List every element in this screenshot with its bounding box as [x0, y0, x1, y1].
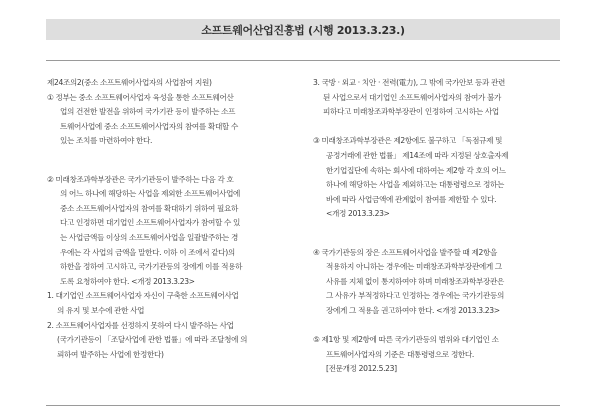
paragraph-3-line: 한기업집단에 속하는 회사에 대하여는 제2항 각 호의 어느 [326, 165, 506, 175]
paragraph-4-line: 적용하지 아니하는 경우에는 미래창조과학부장관에게 그 [326, 262, 502, 272]
paragraph-2-line: ② 미래창조과학부장관은 국가기관등이 발주하는 다음 각 호 [47, 174, 234, 184]
left-column [47, 76, 287, 362]
divider-top [46, 60, 560, 61]
paragraph-3-line: 공정거래에 관한 법률」 제14조에 따라 지정된 상호출자제 [326, 150, 509, 160]
paragraph-3-line: 바에 따라 사업금액에 관계없이 참여를 제한할 수 있다. [326, 194, 497, 204]
paragraph-4-line: 그 사유가 부적정하다고 인정하는 경우에는 국가기관등의 [326, 291, 504, 301]
spacer [313, 237, 563, 246]
item-2-line: (국가기관등이 「조달사업에 관한 법률」에 따라 조달청에 의 [57, 335, 248, 345]
item-3-line: 3. 국방 · 외교 · 치안 · 전력(電力), 그 밖에 국가안보 등과 관련 [313, 78, 506, 87]
paragraph-3-line: 하나에 해당하는 사업을 제외하고는 대통령령으로 정하는 [326, 180, 504, 190]
paragraph-2-line: 우에는 각 사업의 금액을 말한다. 이하 이 조에서 같다)의 [60, 247, 235, 257]
page-title [46, 19, 560, 40]
paragraph-1-line: 있는 조치를 마련하여야 한다. [60, 136, 153, 146]
item-1-line: 의 유지 및 보수에 관한 사업 [57, 305, 145, 315]
paragraph-1-line: 업의 건전한 발전을 위하여 국가기관 등이 발주하는 소프 [60, 107, 236, 117]
spacer [313, 222, 563, 237]
right-column [313, 76, 563, 377]
paragraph-4-line: 사유를 지체 없이 통지하여야 하며 미래창조과학부장관은 [326, 276, 504, 286]
amendment-note: <개정 2013.3.23> [326, 209, 390, 219]
paragraph-2-line: 는 사업금액들 이상의 소프트웨어사업을 일괄발주하는 경 [60, 232, 238, 242]
paragraph-1-line: ① 정부는 중소 소프트웨어사업자 육성을 통한 소프트웨어산 [47, 92, 234, 102]
item-3-line: 된 사업으로서 대기업인 소프트웨어사업자의 참여가 불가 [323, 92, 501, 102]
paragraph-5-line: ⑤ 제1항 및 제2항에 따른 국가기관등의 범위와 대기업인 소 [313, 335, 499, 345]
paragraph-2-line: 다고 인정하면 대기업인 소프트웨어사업자가 참여할 수 있 [60, 218, 241, 228]
item-1-line: 1. 대기업인 소프트웨어사업자 자신이 구축한 소프트웨어사업 [47, 291, 239, 301]
spacer [313, 120, 563, 135]
paragraph-4-line: 장에게 그 적용을 권고하여야 한다. <개정 2013.3.23> [326, 305, 500, 315]
page-title-text: 소프트웨어산업진흥법 (시행 2013.3.23.) [201, 23, 405, 37]
paragraph-1-line: 트웨어사업에 중소 소프트웨어사업자의 참여를 확대할 수 [60, 121, 238, 131]
spacer [47, 149, 287, 164]
article-heading: 제24조의2(중소 소프트웨어사업자의 사업참여 지원) [47, 78, 212, 87]
paragraph-5-line: 프트웨어사업자의 기준은 대통령령으로 정한다. [326, 349, 474, 359]
paragraph-3-line: ③ 미래창조과학부장관은 제2항에도 불구하고 「독점규제 및 [313, 136, 503, 146]
paragraph-2-line: 도록 요청하여야 한다. <개정 2013.3.23> [60, 276, 195, 286]
paragraph-2-line: 중소 소프트웨어사업자의 참여를 확대하기 위하여 필요하 [60, 203, 238, 213]
item-2-line: 2. 소프트웨어사업자를 선정하지 못하여 다시 발주하는 사업 [47, 320, 234, 330]
paragraph-2-line: 하한을 정하여 고시하고, 국가기관등의 장에게 이를 적용하 [60, 262, 243, 272]
paragraph-4-line: ④ 국가기관등의 장은 소프트웨어사업을 발주할 때 제2항을 [313, 247, 497, 257]
full-amendment-note: [전문개정 2012.5.23] [326, 364, 397, 374]
divider-bottom [46, 405, 560, 406]
spacer [313, 319, 563, 334]
spacer [47, 164, 287, 173]
item-3-line: 피하다고 미래창조과학부장관이 인정하여 고시하는 사업 [323, 107, 499, 117]
item-2-line: 뢰하여 발주하는 사업에 한정한다) [57, 349, 164, 359]
paragraph-2-line: 의 어느 하나에 해당하는 사업을 제외한 소프트웨어사업에 [60, 189, 241, 199]
